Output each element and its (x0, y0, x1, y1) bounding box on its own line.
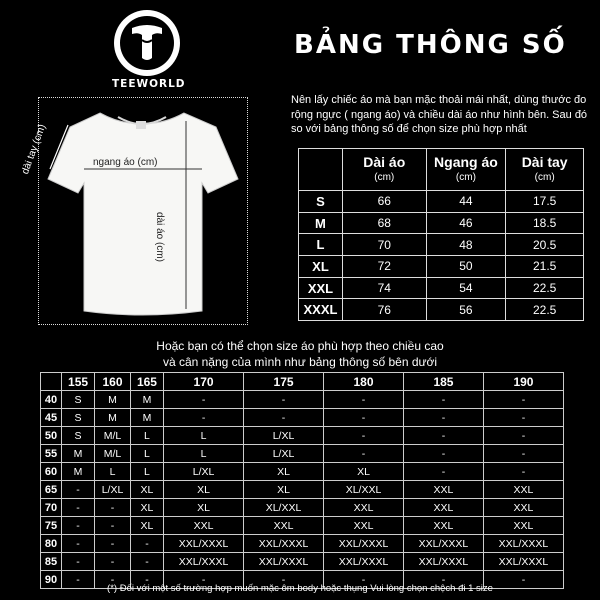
height-header: 155 (61, 373, 94, 391)
height-header: 180 (324, 373, 404, 391)
size-cell: XL (130, 481, 163, 499)
size-cell: XXL/XXXL (403, 535, 483, 553)
label-dai-ao: dài áo (cm) (154, 212, 165, 263)
size-value: 18.5 (506, 212, 584, 234)
size-value: 72 (342, 256, 426, 278)
size-cell: XL (130, 499, 163, 517)
height-header: 165 (130, 373, 163, 391)
height-header: 175 (244, 373, 324, 391)
size-cell: XXL/XXXL (244, 535, 324, 553)
footnote: (*) Đối với một số trường hợp muốn mặc ôm body hoặc thụng Vui lòng chọn chệch đi 1 size (107, 583, 493, 594)
size-row (299, 212, 584, 234)
size-cell: - (61, 481, 94, 499)
size-cell: M/L (95, 427, 131, 445)
size-row (299, 299, 584, 321)
size-cell: - (324, 571, 404, 589)
size-cell: - (164, 391, 244, 409)
size-cell: - (61, 499, 94, 517)
teeworld-logo-icon (112, 8, 182, 78)
size-cell: XXL (244, 517, 324, 535)
size-row (299, 256, 584, 278)
weight-row (41, 553, 564, 571)
size-value: 44 (426, 191, 506, 213)
size-cell: - (95, 517, 131, 535)
size-cell: XXL (403, 499, 483, 517)
size-cell: S (61, 391, 94, 409)
weight-row (41, 535, 564, 553)
size-label: M (299, 212, 343, 234)
subtitle-line-1: Hoặc bạn có thể chọn size áo phù hợp theo chiều cao (156, 339, 444, 353)
size-cell: - (324, 391, 404, 409)
size-cell: XL (130, 517, 163, 535)
size-cell: - (130, 553, 163, 571)
size-value: 74 (342, 277, 426, 299)
size-cell: L (130, 445, 163, 463)
weight-row (41, 445, 564, 463)
size-value: 21.5 (506, 256, 584, 278)
size-value: 22.5 (506, 277, 584, 299)
size-cell: - (244, 391, 324, 409)
size-cell: XXL/XXXL (483, 553, 563, 571)
size-cell: L (130, 427, 163, 445)
size-spec-table (298, 148, 584, 321)
size-value: 22.5 (506, 299, 584, 321)
header-unit: (cm) (534, 171, 555, 183)
size-cell: - (324, 427, 404, 445)
size-cell: - (95, 535, 131, 553)
size-cell: L (130, 463, 163, 481)
weight-label: 90 (41, 571, 62, 589)
size-cell: XL/XXL (244, 499, 324, 517)
size-row (299, 277, 584, 299)
weight-label: 50 (41, 427, 62, 445)
size-cell: - (403, 427, 483, 445)
corner-cell (41, 373, 62, 391)
size-cell: - (164, 409, 244, 427)
weight-row (41, 427, 564, 445)
size-cell: M (130, 391, 163, 409)
size-value: 17.5 (506, 191, 584, 213)
size-cell: XXL (483, 499, 563, 517)
weight-label: 80 (41, 535, 62, 553)
size-cell: - (483, 463, 563, 481)
size-cell: M/L (95, 445, 131, 463)
size-cell: - (403, 445, 483, 463)
page-title: BẢNG THÔNG SỐ (294, 30, 567, 60)
header-label: Ngang áo (434, 153, 498, 170)
header-blank (299, 149, 343, 191)
size-cell: - (61, 571, 94, 589)
size-cell: - (130, 535, 163, 553)
size-cell: - (244, 409, 324, 427)
header-ngang-ao (426, 149, 506, 191)
size-cell: XXL (403, 517, 483, 535)
size-cell: XXL (324, 499, 404, 517)
weight-row (41, 517, 564, 535)
weight-label: 60 (41, 463, 62, 481)
size-cell: L (164, 427, 244, 445)
size-cell: M (61, 445, 94, 463)
weight-label: 85 (41, 553, 62, 571)
size-label: XXL (299, 277, 343, 299)
size-cell: - (164, 571, 244, 589)
size-cell: S (61, 409, 94, 427)
size-cell: L/XL (95, 481, 131, 499)
height-weight-table (40, 372, 564, 589)
size-label: L (299, 234, 343, 256)
size-cell: XL (164, 481, 244, 499)
size-row (299, 234, 584, 256)
size-cell: XL (244, 481, 324, 499)
weight-label: 75 (41, 517, 62, 535)
size-cell: - (403, 463, 483, 481)
weight-row (41, 391, 564, 409)
weight-label: 45 (41, 409, 62, 427)
weight-label: 40 (41, 391, 62, 409)
size-cell: - (95, 571, 131, 589)
size-row (299, 191, 584, 213)
size-cell: XXL (483, 517, 563, 535)
size-value: 76 (342, 299, 426, 321)
size-cell: - (244, 571, 324, 589)
size-value: 50 (426, 256, 506, 278)
size-cell: XXL/XXXL (164, 535, 244, 553)
size-value: 54 (426, 277, 506, 299)
height-header-row (41, 373, 564, 391)
header-unit: (cm) (455, 171, 476, 183)
size-cell: - (483, 427, 563, 445)
size-value: 46 (426, 212, 506, 234)
size-cell: XXL (324, 517, 404, 535)
size-label: XL (299, 256, 343, 278)
size-cell: S (61, 427, 94, 445)
size-cell: - (403, 571, 483, 589)
weight-label: 70 (41, 499, 62, 517)
size-cell: - (95, 499, 131, 517)
height-header: 185 (403, 373, 483, 391)
size-value: 66 (342, 191, 426, 213)
size-cell: L/XL (164, 463, 244, 481)
size-value: 48 (426, 234, 506, 256)
size-cell: - (324, 445, 404, 463)
size-label: XXXL (299, 299, 343, 321)
size-table-header (299, 149, 584, 191)
label-ngang-ao: ngang áo (cm) (93, 157, 158, 168)
size-cell: M (61, 463, 94, 481)
size-cell: - (324, 409, 404, 427)
size-label: S (299, 191, 343, 213)
size-cell: - (483, 391, 563, 409)
height-header: 160 (95, 373, 131, 391)
size-cell: XL (244, 463, 324, 481)
size-value: 70 (342, 234, 426, 256)
size-cell: - (61, 535, 94, 553)
size-cell: XXL/XXXL (483, 535, 563, 553)
size-cell: - (130, 571, 163, 589)
size-cell: - (403, 409, 483, 427)
size-cell: - (403, 391, 483, 409)
size-cell: - (483, 445, 563, 463)
header-dai-ao (342, 149, 426, 191)
size-cell: XXL/XXXL (244, 553, 324, 571)
size-cell: XL (164, 499, 244, 517)
instructions-text: Nên lấy chiếc áo mà bạn mặc thoải mái nhất, dùng thước đo rộng ngực ( ngang áo) và chiều dài áo như hình bên. Sau đó so với bảng thông số để chọn size phù hợp nhất (291, 94, 588, 135)
size-cell: XXL (403, 481, 483, 499)
weight-label: 55 (41, 445, 62, 463)
header-unit: (cm) (374, 171, 395, 183)
size-cell: XXL/XXXL (324, 535, 404, 553)
subtitle-line-2: và cân nặng của mình như bảng thông số bên dưới (162, 355, 438, 369)
size-cell: XL (324, 463, 404, 481)
size-cell: XL/XXL (324, 481, 404, 499)
height-header: 190 (483, 373, 563, 391)
size-cell: - (483, 571, 563, 589)
size-value: 20.5 (506, 234, 584, 256)
size-cell: L (164, 445, 244, 463)
weight-row (41, 499, 564, 517)
tshirt-icon (38, 97, 248, 325)
size-cell: XXL (483, 481, 563, 499)
size-value: 56 (426, 299, 506, 321)
size-cell: XXL/XXXL (324, 553, 404, 571)
weight-row (41, 481, 564, 499)
size-cell: - (95, 553, 131, 571)
brand-name: TEEWORLD (112, 78, 186, 90)
size-value: 68 (342, 212, 426, 234)
height-header: 170 (164, 373, 244, 391)
weight-row (41, 463, 564, 481)
size-cell: XXL (164, 517, 244, 535)
header-label: Dài tay (521, 153, 568, 170)
size-cell: L/XL (244, 445, 324, 463)
size-cell: M (95, 391, 131, 409)
size-cell: L (95, 463, 131, 481)
weight-label: 65 (41, 481, 62, 499)
size-cell: - (61, 517, 94, 535)
size-cell: M (95, 409, 131, 427)
size-cell: - (61, 553, 94, 571)
header-dai-tay (506, 149, 584, 191)
weight-row (41, 409, 564, 427)
size-cell: XXL/XXXL (164, 553, 244, 571)
size-cell: XXL/XXXL (403, 553, 483, 571)
size-cell: M (130, 409, 163, 427)
label-dai-tay: dài tay (cm) (20, 122, 49, 176)
size-cell: - (483, 409, 563, 427)
header-label: Dài áo (363, 153, 406, 170)
size-cell: L/XL (244, 427, 324, 445)
